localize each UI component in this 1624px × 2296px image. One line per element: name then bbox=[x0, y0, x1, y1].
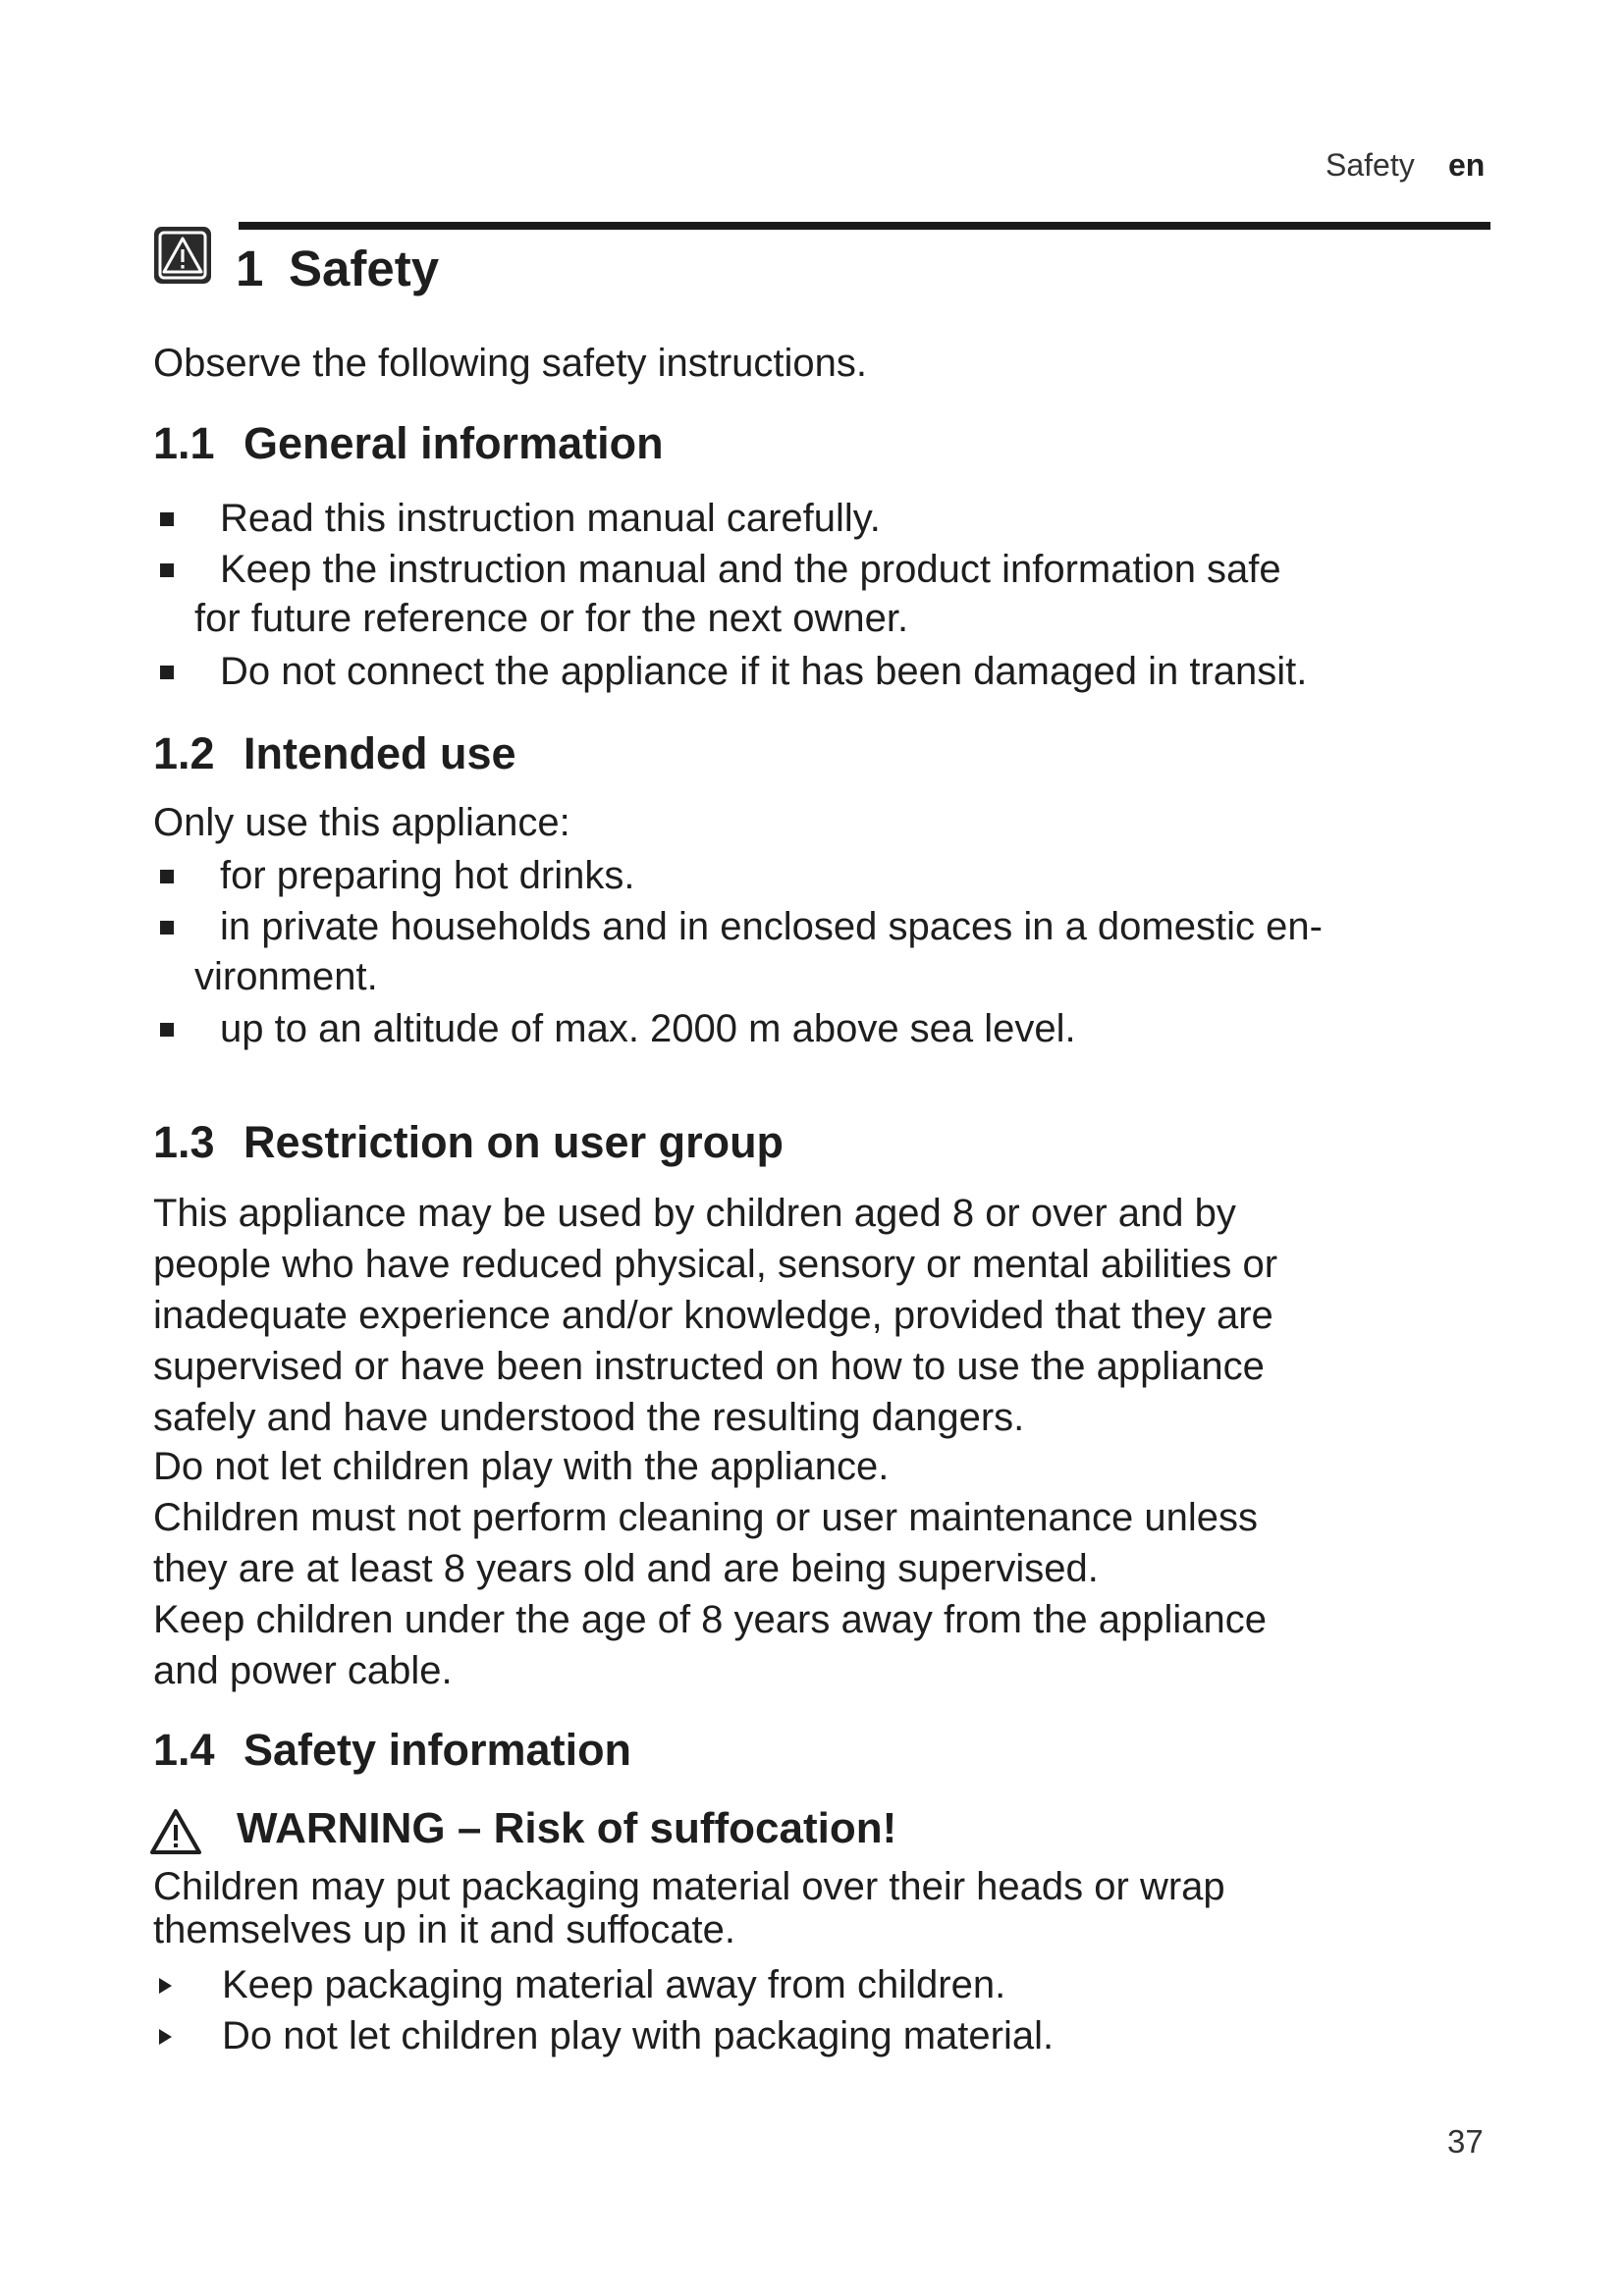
instruction-step: Do not let children play with packaging material. bbox=[222, 2014, 1055, 2057]
section-number: 1.1 bbox=[153, 418, 215, 468]
step-arrow bbox=[159, 2029, 172, 2045]
body-line: safely and have understood the resulting dangers. bbox=[153, 1396, 1025, 1439]
list-item-continuation: vironment. bbox=[194, 955, 378, 998]
bullet-square bbox=[160, 512, 174, 526]
body-line: inadequate experience and/or knowledge, provided that they are bbox=[153, 1294, 1273, 1337]
page-number: 37 bbox=[1447, 2123, 1484, 2160]
chapter-intro: Observe the following safety instructions. bbox=[153, 342, 868, 385]
instruction-step: Keep packaging material away from children. bbox=[222, 1963, 1006, 2006]
body-line: they are at least 8 years old and are being supervised. bbox=[153, 1547, 1099, 1590]
list-item: for preparing hot drinks. bbox=[220, 854, 635, 897]
chapter-number: 1 bbox=[236, 240, 264, 296]
section-number: 1.4 bbox=[153, 1725, 215, 1775]
section-heading-safety-information bbox=[153, 1725, 631, 1776]
section-heading-general-information bbox=[153, 418, 664, 469]
chapter-rule bbox=[239, 222, 1490, 230]
section-title: General information bbox=[244, 418, 664, 468]
bullet-square bbox=[160, 870, 174, 883]
warning-heading: WARNING – Risk of suffocation! bbox=[237, 1804, 897, 1852]
body-line: Keep children under the age of 8 years away from the appliance bbox=[153, 1598, 1268, 1641]
body-line: This appliance may be used by children aged 8 or over and by bbox=[153, 1192, 1236, 1235]
bullet-square bbox=[160, 563, 174, 577]
bullet-square bbox=[160, 1023, 174, 1037]
section-title: Safety information bbox=[244, 1725, 632, 1775]
running-header-section: Safety bbox=[1326, 147, 1415, 183]
section-heading-intended-use bbox=[153, 728, 516, 779]
list-item: in private households and in enclosed spaces in a domestic en- bbox=[220, 905, 1323, 948]
step-arrow bbox=[159, 1978, 172, 1994]
list-item: Keep the instruction manual and the product information safe bbox=[220, 548, 1281, 591]
list-item-continuation: for future reference or for the next owner. bbox=[194, 597, 909, 640]
bullet-square bbox=[160, 921, 174, 934]
warning-box-icon bbox=[153, 226, 212, 285]
body-line: and power cable. bbox=[153, 1649, 453, 1692]
body-line: themselves up in it and suffocate. bbox=[153, 1908, 735, 1951]
section-intro: Only use this appliance: bbox=[153, 801, 570, 844]
warning-triangle-icon bbox=[149, 1807, 202, 1856]
body-line: people who have reduced physical, sensory or mental abilities or bbox=[153, 1243, 1278, 1286]
list-item: up to an altitude of max. 2000 m above sea level. bbox=[220, 1007, 1076, 1050]
list-item: Read this instruction manual carefully. bbox=[220, 497, 881, 540]
section-heading-restriction-on-user-group bbox=[153, 1117, 784, 1168]
bullet-square bbox=[160, 666, 174, 679]
body-line: Do not let children play with the appliance. bbox=[153, 1445, 890, 1488]
body-line: supervised or have been instructed on how to use the appliance bbox=[153, 1345, 1265, 1388]
body-line: Children must not perform cleaning or user maintenance unless bbox=[153, 1496, 1259, 1539]
section-title: Intended use bbox=[244, 728, 516, 778]
running-header-language: en bbox=[1448, 147, 1486, 183]
chapter-title: Safety bbox=[289, 240, 440, 296]
body-line: Children may put packaging material over their heads or wrap bbox=[153, 1865, 1225, 1908]
list-item: Do not connect the appliance if it has been damaged in transit. bbox=[220, 650, 1308, 693]
section-title: Restriction on user group bbox=[244, 1117, 785, 1167]
section-number: 1.2 bbox=[153, 728, 215, 778]
section-number: 1.3 bbox=[153, 1117, 215, 1167]
